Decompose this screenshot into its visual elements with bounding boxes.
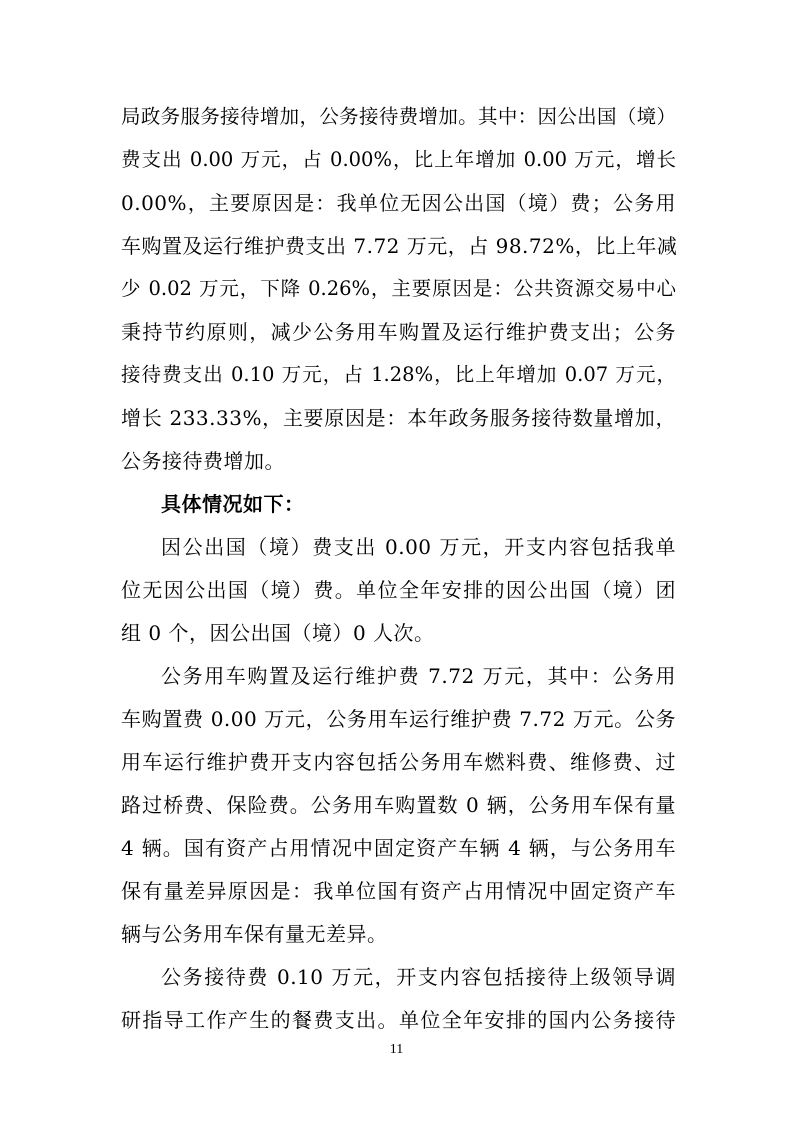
paragraph-line: 增长 233.33%，主要原因是：本年政务服务接待数量增加， [121, 406, 676, 430]
paragraph-line: 费支出 0.00 万元，占 0.00%，比上年增加 0.00 万元，增长 [121, 148, 676, 171]
paragraph-line: 辆与公务用车保有量无差异。 [121, 922, 388, 946]
paragraph-line: 车购置费 0.00 万元，公务用车运行维护费 7.72 万元。公务 [121, 707, 676, 731]
section-heading: 具体情况如下： [161, 492, 305, 516]
paragraph-line: 4 辆。国有资产占用情况中固定资产车辆 4 辆，与公务用车 [121, 836, 676, 860]
paragraph-line: 组 0 个，因公出国（境）0 人次。 [121, 621, 435, 645]
paragraph-line: 保有量差异原因是：我单位国有资产占用情况中固定资产车 [121, 879, 676, 903]
paragraph-line: 路过桥费、保险费。公务用车购置数 0 辆，公务用车保有量 [121, 793, 676, 817]
paragraph-line: 秉持节约原则，减少公务用车购置及运行维护费支出；公务 [121, 320, 676, 344]
paragraph-line: 车购置及运行维护费支出 7.72 万元，占 98.72%，比上年减 [121, 234, 678, 258]
paragraph-line: 公务接待费 0.10 万元，开支内容包括接待上级领导调 [161, 965, 676, 989]
paragraph-line: 公务接待费增加。 [121, 449, 285, 473]
paragraph-line: 接待费支出 0.10 万元，占 1.28%，比上年增加 0.07 万元， [121, 363, 676, 386]
page-number: 11 [389, 1042, 404, 1057]
paragraph-line: 位无因公出国（境）费。单位全年安排的因公出国（境）团 [121, 578, 676, 602]
paragraph-line: 用车运行维护费开支内容包括公务用车燃料费、维修费、过 [121, 750, 676, 774]
paragraph-line: 公务用车购置及运行维护费 7.72 万元，其中：公务用 [161, 664, 676, 688]
paragraph-line: 局政务服务接待增加，公务接待费增加。其中：因公出国（境） [121, 105, 676, 128]
paragraph-line: 0.00%，主要原因是：我单位无因公出国（境）费；公务用 [121, 191, 676, 215]
paragraph-line: 因公出国（境）费支出 0.00 万元，开支内容包括我单 [161, 535, 676, 559]
paragraph-line: 少 0.02 万元，下降 0.26%，主要原因是：公共资源交易中心 [121, 277, 676, 300]
paragraph-line: 研指导工作产生的餐费支出。单位全年安排的国内公务接待 [121, 1008, 676, 1032]
